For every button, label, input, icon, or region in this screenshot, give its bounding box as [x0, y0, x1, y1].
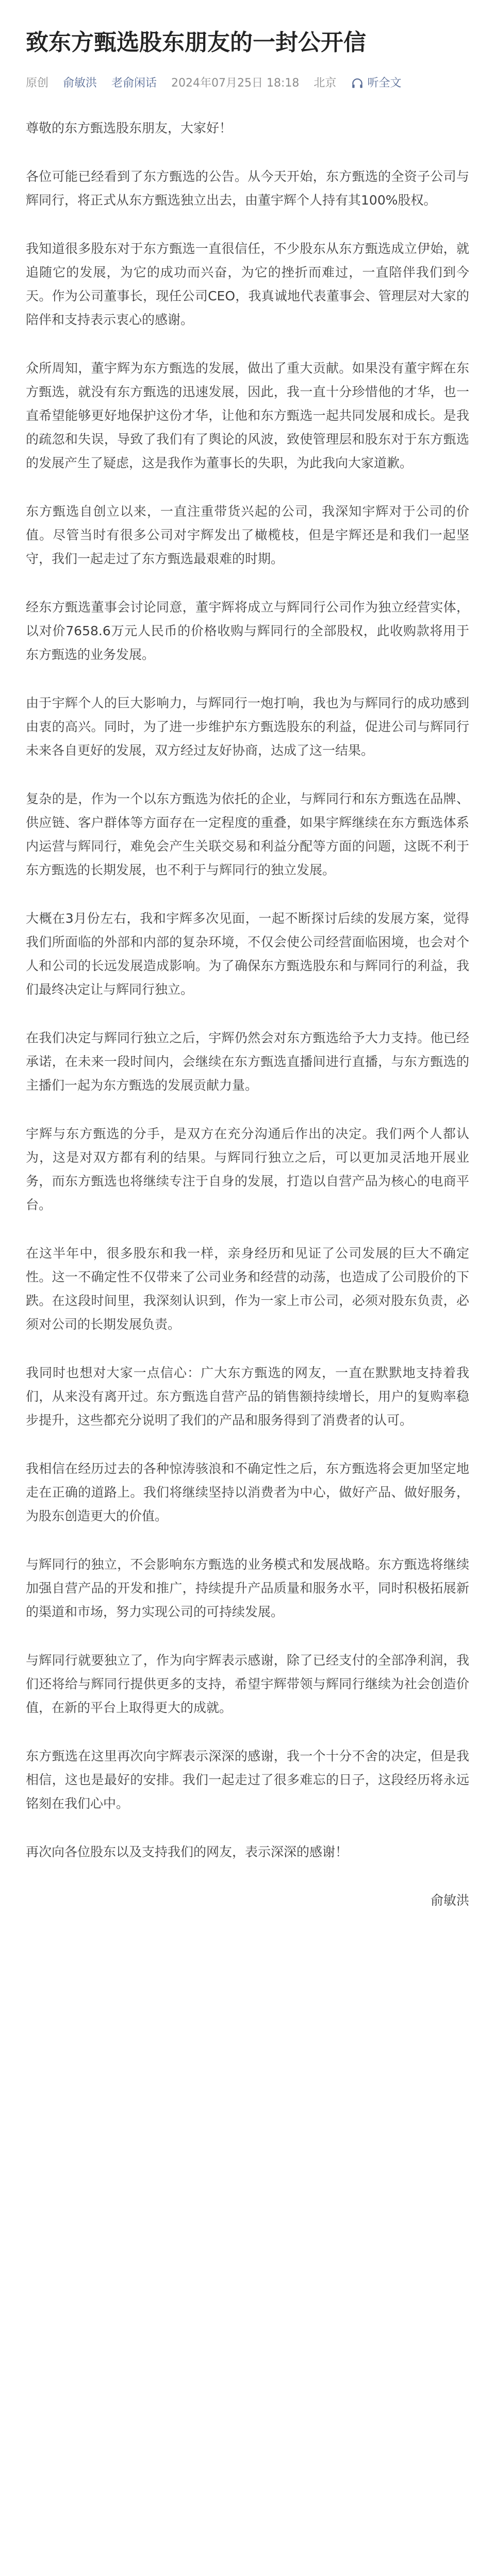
paragraph: 再次向各位股东以及支持我们的网友，表示深深的感谢！: [26, 1844, 349, 1859]
paragraph: 与辉同行的独立，不会影响东方甄选的业务模式和发展战略。东方甄选将继续加强自营产品的开发和推广，持续提升产品质量和服务水平，同时积极拓展新的渠道和市场，努力实现公司的可持续发展。: [26, 1557, 469, 1619]
author-name[interactable]: 俞敏洪: [63, 77, 97, 90]
listen-button[interactable]: [351, 74, 416, 93]
paragraph: 在我们决定与辉同行独立之后，宇辉仍然会对东方甄选给予大力支持。他已经承诺，在未来一段时间内，会继续在东方甄选直播间进行直播，与东方甄选的主播们一起为东方甄选的发展贡献力量。: [26, 1030, 469, 1093]
paragraph: 经东方甄选董事会讨论同意，董宇辉将成立与辉同行公司作为独立经营实体，以对价7658.6万元人民币的价格收购与辉同行的全部股权，此收购款将用于东方甄选的业务发展。: [26, 600, 469, 662]
account-name[interactable]: 老俞闲话: [111, 77, 157, 90]
listen-label: 听全文: [367, 77, 402, 90]
paragraph: 我相信在经历过去的各种惊涛骇浪和不确定性之后，东方甄选将会更加坚定地走在正确的道路上。我们将继续坚持以消费者为中心，做好产品、做好服务，为股东创造更大的价值。: [26, 1461, 469, 1523]
paragraph: 复杂的是，作为一个以东方甄选为依托的企业，与辉同行和东方甄选在品牌、供应链、客户群体等方面存在一定程度的重叠，如果宇辉继续在东方甄选体系内运营与辉同行，难免会产生关联交易和利益分配等方面的问题，这既不利于东方甄选的长期发展，也不利于与辉同行的独立发展。: [26, 791, 469, 877]
article-title: 致东方甄选股东朋友的一封公开信: [26, 29, 366, 56]
paragraph: 宇辉与东方甄选的分手，是双方在充分沟通后作出的决定。我们两个人都认为，这是对双方都有利的结果。与辉同行独立之后，可以更加灵活地开展业务，而东方甄选也将继续专注于自身的发展，打造以自营产品为核心的电商平台。: [26, 1126, 469, 1212]
paragraph: 各位可能已经看到了东方甄选的公告。从今天开始，东方甄选的全资子公司与辉同行，将正式从东方甄选独立出去，由董宇辉个人持有其100%股权。: [26, 169, 469, 208]
paragraph: 东方甄选自创立以来，一直注重带货兴起的公司，我深知宇辉对于公司的价值。尽管当时有很多公司对宇辉发出了橄榄枝，但是宇辉还是和我们一起坚守，我们一起走过了东方甄选最艰难的时期。: [26, 504, 469, 566]
paragraph: 大概在3月份左右，我和宇辉多次见面，一起不断探讨后续的发展方案，觉得我们所面临的外部和内部的复杂环境，不仅会使公司经营面临困境，也会对个人和公司的长远发展造成影响。为了确保东方甄选股东和与辉同行的利益，我们最终决定让与辉同行独立。: [26, 911, 469, 997]
closing-signature: 俞敏洪: [430, 1893, 469, 1908]
article-body: [26, 165, 469, 1864]
paragraph: 我同时也想对大家一点信心：广大东方甄选的网友，一直在默默地支持着我们，从来没有离开过。东方甄选自营产品的销售额持续增长，用户的复购率稳步提升，这些都充分说明了我们的产品和服务得到了消费者的认可。: [26, 1365, 469, 1428]
paragraph: 众所周知，董宇辉为东方甄选的发展，做出了重大贡献。如果没有董宇辉在东方甄选，就没有东方甄选的迅速发展，因此，我一直十分珍惜他的才华，也一直希望能够更好地保护这份才华，让他和东方甄选一起共同发展和成长。是我的疏忽和失误，导致了我们有了舆论的风波，致使管理层和股东对于东方甄选的发展产生了疑虑，这是我作为董事长的失职，为此我向大家道歉。: [26, 361, 469, 470]
headphones-icon: [351, 77, 364, 90]
paragraph: 在这半年中，很多股东和我一样，亲身经历和见证了公司发展的巨大不确定性。这一不确定性不仅带来了公司业务和经营的动荡，也造成了公司股价的下跌。在这段时间里，我深刻认识到，作为一家上市公司，必须对股东负责，必须对公司的长期发展负责。: [26, 1246, 469, 1332]
paragraph: 我知道很多股东对于东方甄选一直很信任，不少股东从东方甄选成立伊始，就追随它的发展，为它的成功而兴奋，为它的挫折而难过，一直陪伴我们到今天。作为公司董事长，现任公司CEO，我真诚地代表董事会、管理层对大家的陪伴和支持表示衷心的感谢。: [26, 241, 469, 327]
greeting: 尊敬的东方甄选股东朋友，大家好！: [26, 121, 233, 135]
paragraph: 东方甄选在这里再次向宇辉表示深深的感谢，我一个十分不舍的决定，但是我相信，这也是最好的安排。我们一起走过了很多难忘的日子，这段经历将永远铭刻在我们心中。: [26, 1749, 469, 1811]
original-label: 原创: [26, 77, 49, 90]
publish-location: 北京: [314, 77, 337, 90]
paragraph: 由于宇辉个人的巨大影响力，与辉同行一炮打响，我也为与辉同行的成功感到由衷的高兴。同时，为了进一步维护东方甄选股东的利益，促进公司与辉同行未来各自更好的发展，双方经过友好协商，达成了这一结果。: [26, 696, 469, 758]
publish-date: 2024年07月25日 18:18: [171, 77, 300, 90]
paragraph: 与辉同行就要独立了，作为向宇辉表示感谢，除了已经支付的全部净利润，我们还将给与辉同行提供更多的支持，希望宇辉带领与辉同行继续为社会创造价值，在新的平台上取得更大的成就。: [26, 1653, 469, 1715]
article-meta: [26, 74, 469, 93]
